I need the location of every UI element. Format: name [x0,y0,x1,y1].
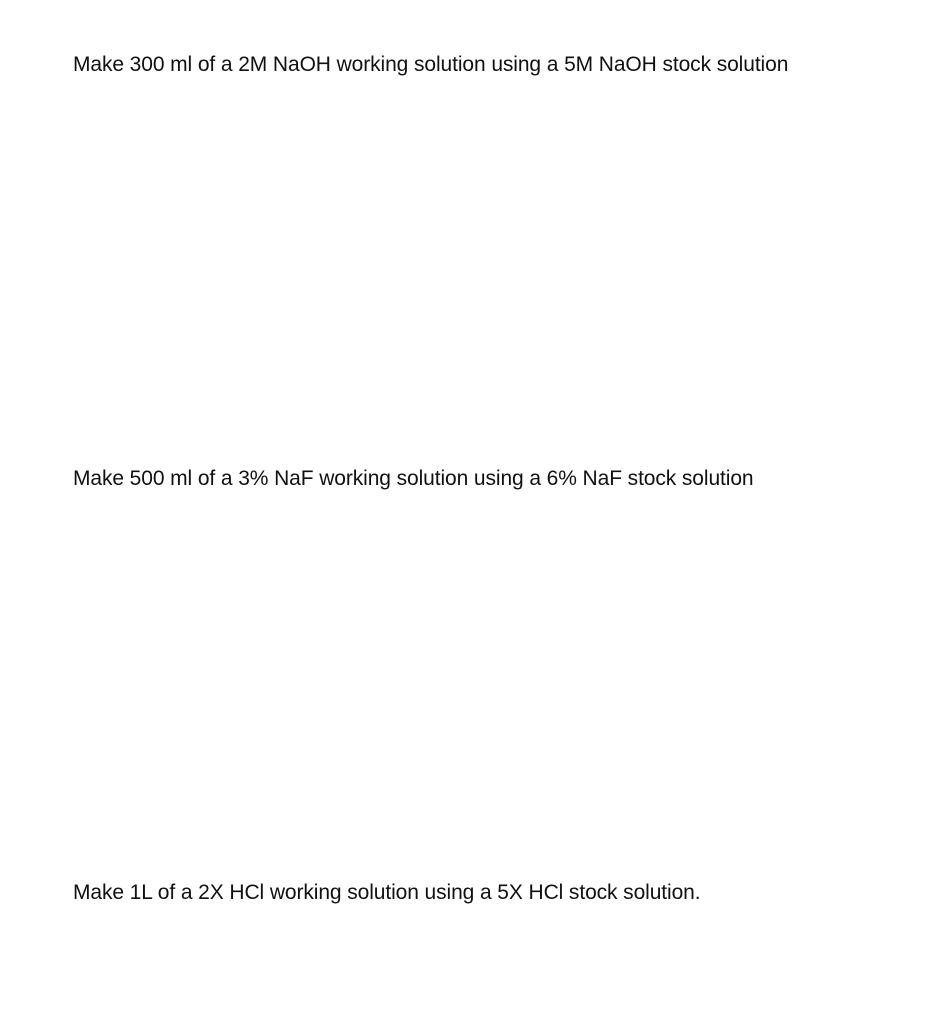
question-naoh-dilution: Make 300 ml of a 2M NaOH working solution using a 5M NaOH stock solution [73,53,789,76]
question-hcl-dilution: Make 1L of a 2X HCl working solution using a 5X HCl stock solution. [73,881,701,904]
question-naf-dilution: Make 500 ml of a 3% NaF working solution using a 6% NaF stock solution [73,467,754,490]
